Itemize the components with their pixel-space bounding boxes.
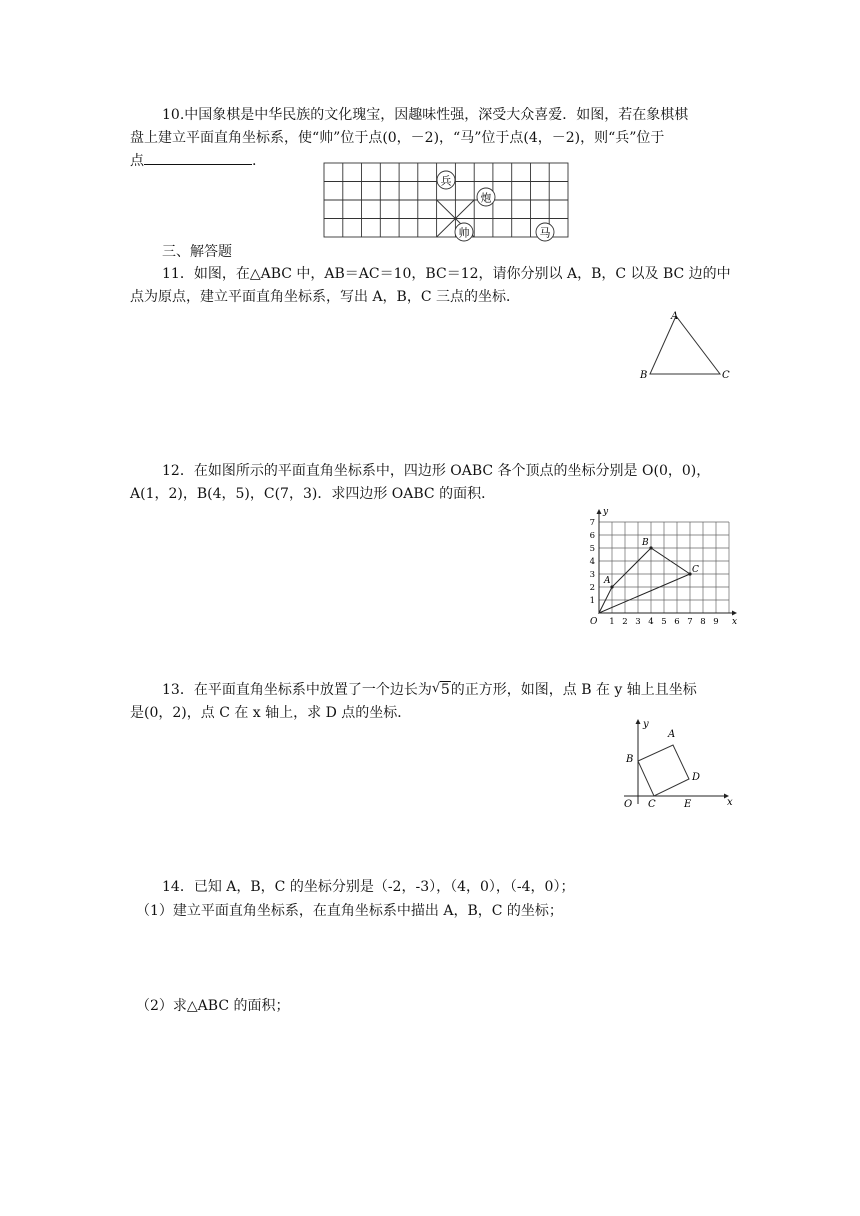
y-tick-label: 2 — [589, 583, 595, 593]
vertex-point — [649, 546, 652, 549]
vertex-label: C — [692, 565, 699, 575]
sqrt-symbol: √ — [431, 681, 441, 696]
q10-line-1: 10.中国象棋是中华民族的文化瑰宝，因趣味性强，深受大众喜爱．如图，若在象棋棋 — [162, 107, 689, 123]
square-figure — [618, 718, 736, 810]
y-tick-label: 6 — [589, 531, 595, 541]
y-tick-label: 4 — [589, 557, 595, 567]
piece-bing — [437, 171, 455, 189]
piece-shuai-label: 帅 — [458, 226, 470, 240]
square-label-b: B — [626, 754, 634, 765]
vertex-label: B — [642, 538, 649, 548]
x-tick-label: 5 — [661, 617, 667, 627]
sqrt-value: 5 — [440, 682, 450, 698]
square-label-e: E — [684, 799, 692, 810]
triangle-label-b: B — [640, 370, 648, 381]
square-label-o: O — [624, 799, 633, 810]
x-tick-label: 3 — [635, 617, 641, 627]
y-tick-label: 1 — [589, 596, 595, 606]
piece-bing-label: 兵 — [440, 174, 452, 188]
square-label-c: C — [648, 799, 656, 810]
q13-line-1-b: 的正方形，如图，点 B 在 y 轴上且坐标 — [450, 682, 697, 698]
q11-line-2: 点为原点，建立平面直角坐标系，写出 A，B，C 三点的坐标． — [130, 289, 521, 305]
square-label-y: y — [643, 719, 649, 730]
x-tick-label: 4 — [648, 617, 654, 627]
y-tick-label: 3 — [589, 570, 595, 580]
y-tick-label: 7 — [589, 518, 595, 528]
vertex-label: A — [604, 576, 611, 586]
q10-line-2: 盘上建立平面直角坐标系，使“帅”位于点(0，－2)，“马”位于点(4，－2)，则“兵”位于 — [130, 130, 665, 146]
q14-part-1: （1）建立平面直角坐标系，在直角坐标系中描出 A，B，C 的坐标； — [136, 903, 563, 919]
q13-line-1-a: 13．在平面直角坐标系中放置了一个边长为 — [162, 682, 432, 698]
q13-line-1 — [130, 679, 762, 701]
x-tick-label: 1 — [609, 617, 615, 627]
sqrt-expression — [432, 679, 451, 701]
coordinate-graph-q12 — [582, 505, 747, 630]
q12-line-2: A(1，2)，B(4，5)，C(7，3)．求四边形 OABC 的面积． — [130, 486, 496, 502]
y-tick-label: 5 — [589, 544, 595, 554]
chess-board-figure — [322, 160, 582, 240]
q10-line-3-prefix: 点 — [130, 153, 144, 169]
q12-y-axis-label: y — [603, 507, 609, 517]
piece-ma — [536, 223, 554, 241]
q12-line-1: 12．在如图所示的平面直角坐标系中，四边形 OABC 各个顶点的坐标分别是 O(0，0)， — [162, 463, 711, 479]
triangle-label-c: C — [722, 370, 730, 381]
x-tick-label: 2 — [622, 617, 628, 627]
x-tick-label: 6 — [674, 617, 680, 627]
q14-line-1: 14．已知 A，B，C 的坐标分别是（-2，-3），（4，0），（-4，0）； — [162, 879, 575, 895]
square-label-a: A — [668, 729, 676, 740]
vertex-point — [610, 585, 613, 588]
q11-line-1: 11．如图，在△ABC 中，AB＝AC＝10，BC＝12，请你分别以 A，B，C 以及 BC 边的中 — [162, 266, 731, 282]
piece-pao — [477, 188, 495, 206]
piece-pao-label: 炮 — [480, 191, 492, 205]
x-tick-label: 8 — [700, 617, 706, 627]
piece-ma-label: 马 — [539, 226, 551, 240]
q12-origin-label: O — [590, 617, 598, 627]
triangle-figure — [636, 310, 746, 382]
square-label-d: D — [692, 772, 701, 783]
q14-part-2: （2）求△ABC 的面积； — [136, 998, 290, 1014]
triangle-label-a: A — [671, 311, 679, 322]
q13-line-2: 是(0，2)，点 C 在 x 轴上，求 D 点的坐标． — [130, 705, 412, 721]
square-label-x: x — [727, 797, 733, 808]
x-tick-label: 9 — [713, 617, 719, 627]
q10-line-3-suffix: . — [252, 153, 257, 169]
quadrilateral-oabc — [599, 548, 690, 613]
x-tick-label: 7 — [687, 617, 693, 627]
piece-shuai — [455, 223, 473, 241]
section-title: 三、解答题 — [162, 244, 232, 260]
answer-blank — [144, 150, 252, 165]
q12-x-axis-label: x — [732, 617, 738, 627]
